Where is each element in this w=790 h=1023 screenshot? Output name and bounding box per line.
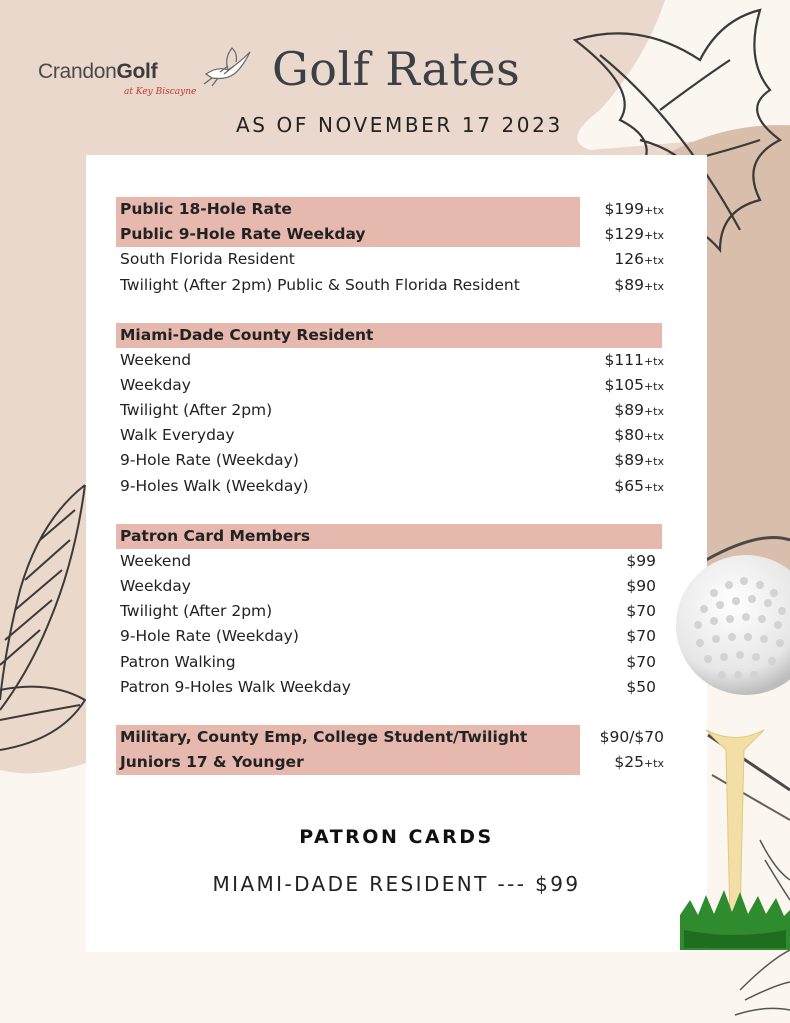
rate-row-walk-everyday: [116, 423, 666, 448]
rate-price: [626, 602, 656, 620]
logo-name-light: Crandon: [38, 60, 117, 83]
rate-amount: $89: [614, 275, 644, 294]
rate-amount: $90/$70: [599, 727, 664, 746]
rate-label: 9-Holes Walk (Weekday): [120, 476, 309, 495]
tax-suffix: +tx: [643, 405, 664, 419]
rate-label: Twilight (After 2pm) Public & South Florida Resident: [120, 275, 520, 294]
rate-row-9-hole-rate-weekday: [116, 624, 666, 649]
rate-row-weekend: [116, 348, 666, 373]
rate-row-south-florida-resident: [116, 247, 666, 272]
rate-label: Twilight (After 2pm): [120, 602, 273, 621]
rate-price: [626, 577, 656, 595]
patron-cards-price: MIAMI-DADE RESIDENT --- $99: [212, 872, 581, 896]
rate-row-miami-dade-county-resident: [116, 323, 666, 348]
rate-amount: 126: [614, 250, 644, 269]
rate-label: Weekend: [120, 350, 192, 369]
rate-label: Patron 9-Holes Walk Weekday: [120, 677, 351, 696]
rate-label: 9-Hole Rate (Weekday): [120, 451, 299, 470]
crane-bird-icon: [198, 44, 256, 88]
rate-label: Patron Card Members: [120, 526, 311, 545]
rate-price: [605, 225, 665, 243]
rate-amount: $70: [626, 652, 656, 671]
tax-suffix: +tx: [643, 430, 664, 444]
tax-suffix: +tx: [643, 204, 664, 217]
tax-suffix: +tx: [643, 756, 664, 770]
rate-price: [614, 426, 664, 444]
rate-amount: $199: [604, 200, 644, 218]
rate-amount: $80: [614, 426, 644, 445]
rate-price: [614, 477, 664, 495]
tax-suffix: +tx: [643, 379, 664, 393]
golf-tee-icon: [680, 690, 790, 950]
logo-tagline: at Key Biscayne: [124, 87, 197, 97]
rate-row-twilight-after-2pm-public-south-florida-resident: [116, 273, 666, 298]
rate-price: [600, 728, 664, 746]
rate-label: Juniors 17 & Younger: [120, 752, 304, 771]
rate-label: 9-Hole Rate (Weekday): [120, 627, 299, 646]
rate-row-9-hole-rate-weekday: [116, 448, 666, 473]
rate-price: [626, 678, 656, 696]
rate-row-public-9-hole-rate-weekday: [116, 222, 666, 247]
rate-amount: $90: [626, 577, 656, 596]
rate-label: South Florida Resident: [120, 250, 295, 269]
tax-suffix: +tx: [643, 279, 664, 293]
rate-amount: $105: [604, 375, 644, 394]
section-gap: [116, 298, 666, 323]
rate-row-patron-9-holes-walk-weekday: [116, 675, 666, 700]
tax-suffix: +tx: [643, 480, 664, 494]
rate-amount: $50: [626, 677, 656, 696]
rate-label: Weekend: [120, 551, 192, 570]
rate-label: Public 18-Hole Rate: [120, 200, 292, 218]
rate-price: [614, 451, 664, 469]
tax-suffix: +tx: [643, 354, 664, 368]
rates-card: [86, 155, 707, 952]
crandon-golf-logo: [38, 44, 268, 104]
rate-row-weekday: [116, 373, 666, 398]
rate-label: Miami-Dade County Resident: [120, 325, 374, 344]
rate-label: Weekday: [120, 375, 191, 394]
rate-price: [626, 552, 656, 570]
rate-row-public-18-hole-rate: [116, 197, 666, 222]
rate-row-military-county-emp-college-student-twilight: [116, 725, 666, 750]
rate-price: [605, 351, 665, 369]
rate-price: [626, 627, 656, 645]
rate-amount: $111: [604, 350, 644, 369]
rate-label: Military, County Emp, College Student/Twilight: [120, 727, 528, 746]
rate-label: Weekday: [120, 577, 191, 596]
logo-name-bold: Golf: [116, 60, 158, 83]
rate-amount: $70: [626, 602, 656, 621]
rate-amount: $99: [626, 551, 656, 570]
rate-amount: $70: [626, 627, 656, 646]
rate-label: Walk Everyday: [120, 426, 235, 445]
rate-row-twilight-after-2pm: [116, 599, 666, 624]
tax-suffix: +tx: [643, 229, 664, 243]
rate-label: Public 9-Hole Rate Weekday: [120, 225, 366, 244]
tax-suffix: +tx: [643, 455, 664, 469]
rates-date: AS OF NOVEMBER 17 2023: [236, 113, 563, 137]
rate-label: Twilight (After 2pm): [120, 401, 273, 420]
rate-price: [614, 753, 664, 771]
rates-list: [116, 197, 666, 775]
rate-amount: $65: [614, 476, 644, 495]
rate-price: [614, 276, 664, 294]
rate-amount: $89: [614, 451, 644, 470]
rate-row-weekday: [116, 574, 666, 599]
rate-row-patron-walking: [116, 650, 666, 675]
rate-label: Patron Walking: [120, 652, 236, 671]
rate-price: [614, 250, 664, 268]
rate-row-weekend: [116, 549, 666, 574]
rate-row-9-holes-walk-weekday: [116, 474, 666, 499]
rate-price: [605, 376, 665, 394]
section-gap: [116, 499, 666, 524]
rate-row-twilight-after-2pm: [116, 398, 666, 423]
page-title: Golf Rates: [272, 42, 521, 96]
rate-amount: $129: [604, 225, 644, 244]
section-gap: [116, 700, 666, 725]
rate-amount: $89: [614, 401, 644, 420]
rate-price: [614, 401, 664, 419]
rate-price: [626, 653, 656, 671]
logo-name: [38, 60, 157, 84]
rate-row-juniors-17-younger: [116, 750, 666, 775]
rate-price: [605, 200, 665, 218]
tax-suffix: +tx: [643, 254, 664, 268]
rate-row-patron-card-members: [116, 524, 666, 549]
rate-amount: $25: [614, 752, 644, 771]
patron-cards-title: PATRON CARDS: [299, 826, 494, 848]
